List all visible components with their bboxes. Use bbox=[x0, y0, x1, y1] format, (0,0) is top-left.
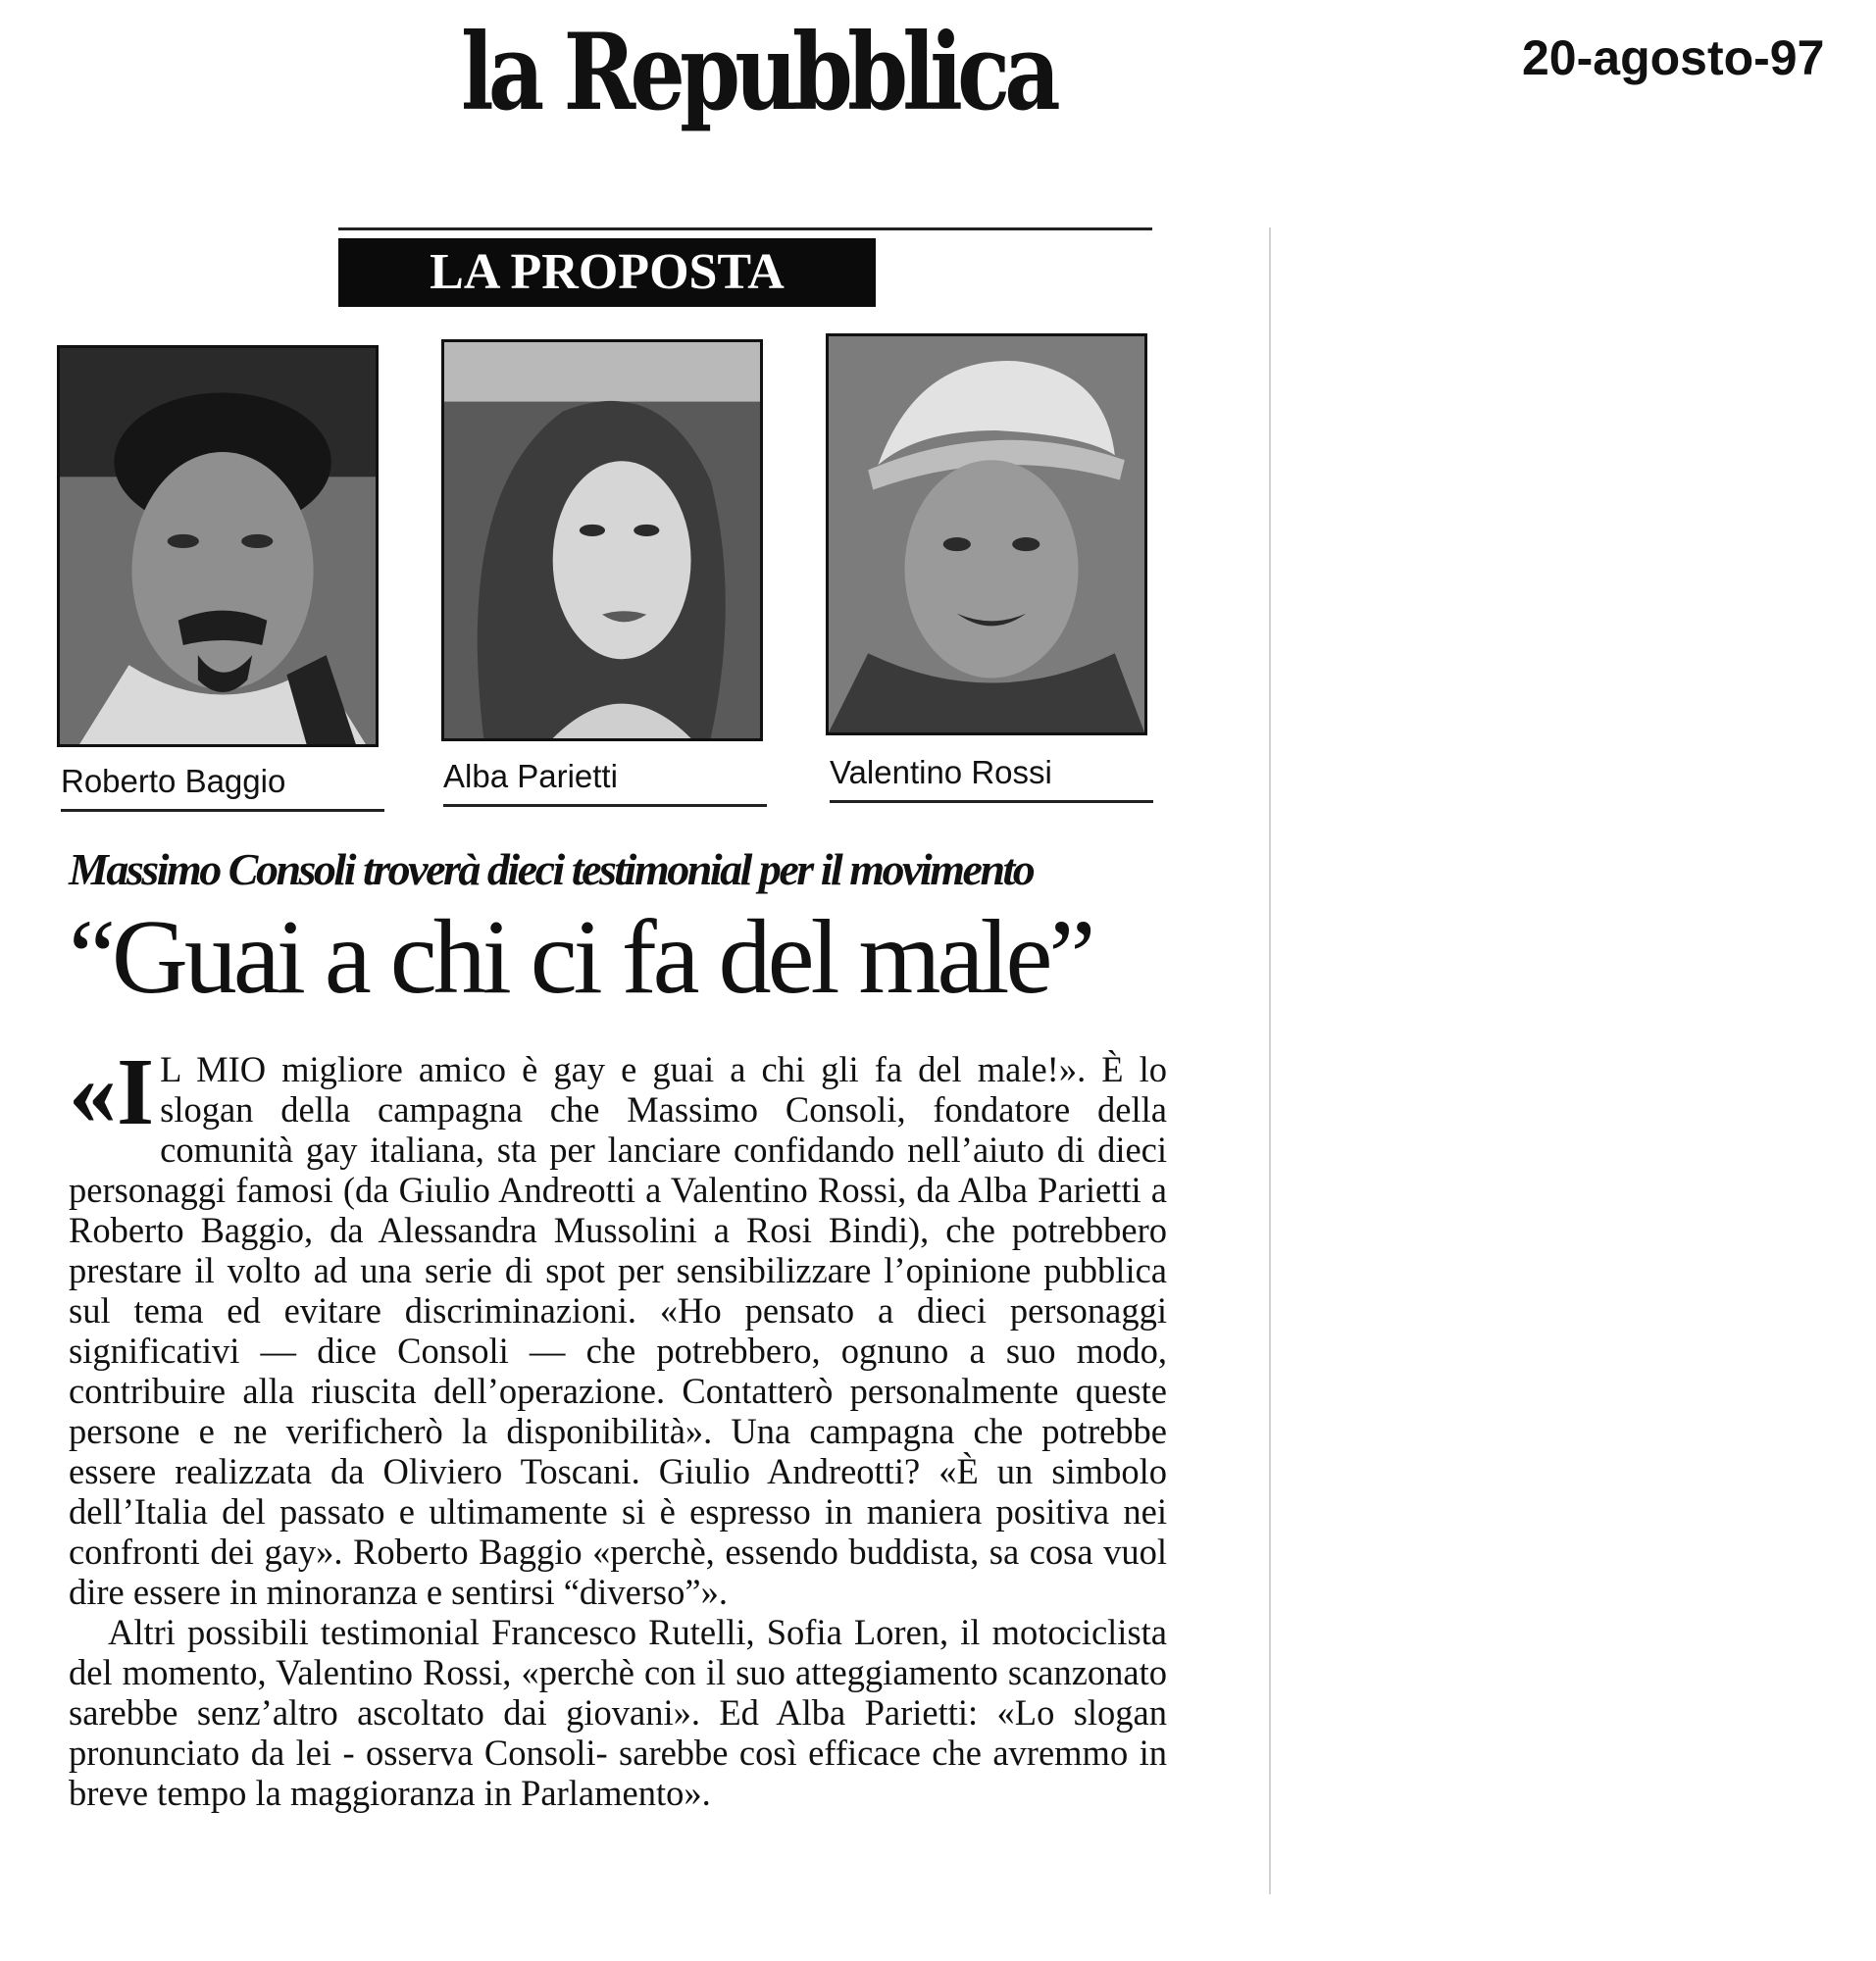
photo-alba-parietti bbox=[441, 339, 763, 741]
section-rule bbox=[338, 227, 1152, 230]
photo-roberto-baggio bbox=[57, 345, 379, 747]
masthead-title: la Repubblica bbox=[461, 11, 1055, 134]
article-headline: “Guai a chi ci fa del male” bbox=[69, 899, 1092, 1016]
section-label: LA PROPOSTA bbox=[338, 238, 876, 307]
photo-caption: Alba Parietti bbox=[443, 755, 767, 807]
article-paragraph: Altri possibili testimonial Francesco Rutelli, Sofia Loren, il motociclista del momento, Valentino Rossi, «perchè con il suo atteggiamento scanzonato sarebbe senz’altro ascoltato dai giovani». Ed Alba Parietti: «Lo slogan pronunciato da lei - osserva Consoli- sarebbe così efficace che avremmo in breve tempo la maggioranza in Parlamento». bbox=[69, 1612, 1167, 1813]
photo-valentino-rossi bbox=[826, 333, 1147, 735]
article-body bbox=[69, 1039, 1167, 1813]
clipping-edge bbox=[1269, 227, 1271, 1894]
photo-caption: Valentino Rossi bbox=[830, 751, 1153, 803]
article-paragraph bbox=[69, 1039, 1167, 1612]
paragraph-text: L MIO migliore amico è gay e guai a chi gli fa del male!». È lo slogan della campagna che Massimo Consoli, fondatore della comunità gay italiana, sta per lanciare confidando nell’aiuto di dieci personaggi famosi (da Giulio Andreotti a Valentino Rossi, da Alba Parietti a Roberto Baggio, da Alessandra Mussolini a Rosi Bindi), che potrebbero prestare il volto ad una serie di spot per sensibilizzare l’opinione pubblica sul tema ed evitare discriminazioni. «Ho pensato a dieci personaggi significativi — dice Consoli — che potrebbero, ognuno a suo modo, contribuire alla riuscita dell’operazione. Contatterò personalmente queste persone e ne verificherò la disponibilità». Una campagna che potrebbe essere realizzata da Oliviero Toscani. Giulio Andreotti? «È un simbolo dell’Italia del passato e ultimamente si è espresso in maniera positiva nei confronti dei gay». Roberto Baggio «perchè, essendo buddista, sa cosa vuol dire essere in minoranza e sentirsi “diverso”». bbox=[69, 1049, 1167, 1612]
article-kicker: Massimo Consoli troverà dieci testimonial per il movimento bbox=[69, 844, 1034, 894]
drop-cap: «I bbox=[69, 1039, 155, 1145]
photo-caption: Roberto Baggio bbox=[61, 760, 384, 812]
clipping-date: 20-agosto-97 bbox=[1522, 30, 1825, 85]
